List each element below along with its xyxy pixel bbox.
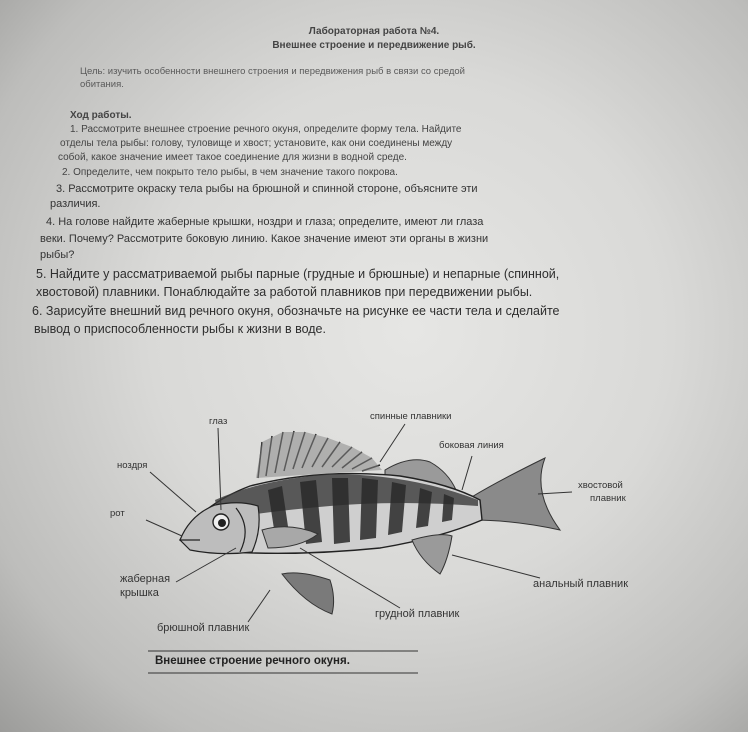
procedure-line: 1. Рассмотрите внешнее строение речного окуня, определите форму тела. Найдите <box>70 124 462 135</box>
procedure-line: 3. Рассмотрите окраску тела рыбы на брюшной и спинной стороне, объясните эти <box>56 183 478 195</box>
procedure-line: хвостовой) плавники. Понаблюдайте за работой плавников при передвижении рыбы. <box>36 285 533 299</box>
label-gill-1: жаберная <box>120 573 171 585</box>
procedure-line: 5. Найдите у рассматриваемой рыбы парные (грудные и брюшные) и непарные (спинной, <box>36 267 560 281</box>
procedure-line: 4. На голове найдите жаберные крышки, ноздри и глаза; определите, имеют ли глаза <box>46 216 484 228</box>
lab-title: Лабораторная работа №4. <box>308 26 440 37</box>
label-gill-2: крышка <box>120 587 159 599</box>
label-anal-fin: анальный плавник <box>533 578 629 590</box>
label-dorsal-fins: спинные плавники <box>370 411 452 422</box>
label-caudal-2: плавник <box>590 493 626 504</box>
procedure-line: вывод о приспособленности рыбы к жизни в воде. <box>34 322 326 336</box>
procedure-heading: Ход работы. <box>70 110 132 121</box>
procedure-line: различия. <box>50 198 101 210</box>
goal-line-2: обитания. <box>80 79 124 90</box>
label-eye: глаз <box>209 416 228 427</box>
label-pelvic-fin: брюшной плавник <box>157 622 250 634</box>
procedure-line: отделы тела рыбы: голову, туловище и хвост; установите, как они соединены между <box>60 138 453 149</box>
procedure-line: веки. Почему? Рассмотрите боковую линию. Какое значение имеют эти органы в жизни <box>40 233 489 245</box>
procedure-line: собой, какое значение имеет такое соединение для жизни в водной среде. <box>58 152 407 163</box>
procedure-line: рыбы? <box>40 249 75 261</box>
goal-line-1: Цель: изучить особенности внешнего строения и передвижения рыб в связи со средой <box>80 66 465 77</box>
procedure-line: 6. Зарисуйте внешний вид речного окуня, обозначьте на рисунке ее части тела и сделайте <box>32 304 560 318</box>
label-nostril: ноздря <box>117 460 148 471</box>
anal-fin <box>412 535 452 574</box>
label-lateral-line: боковая линия <box>439 440 504 451</box>
dorsal-fin-membrane <box>256 432 382 478</box>
figure-caption: Внешнее строение речного окуня. <box>155 655 350 667</box>
label-mouth: рот <box>110 508 125 519</box>
pelvic-fin <box>282 573 334 614</box>
procedure-line: 2. Определите, чем покрыто тело рыбы, в чем значение такого покрова. <box>62 167 398 178</box>
lab-subtitle: Внешнее строение и передвижение рыб. <box>272 40 476 51</box>
label-pectoral-fin: грудной плавник <box>375 608 460 620</box>
label-caudal-1: хвостовой <box>578 480 623 491</box>
